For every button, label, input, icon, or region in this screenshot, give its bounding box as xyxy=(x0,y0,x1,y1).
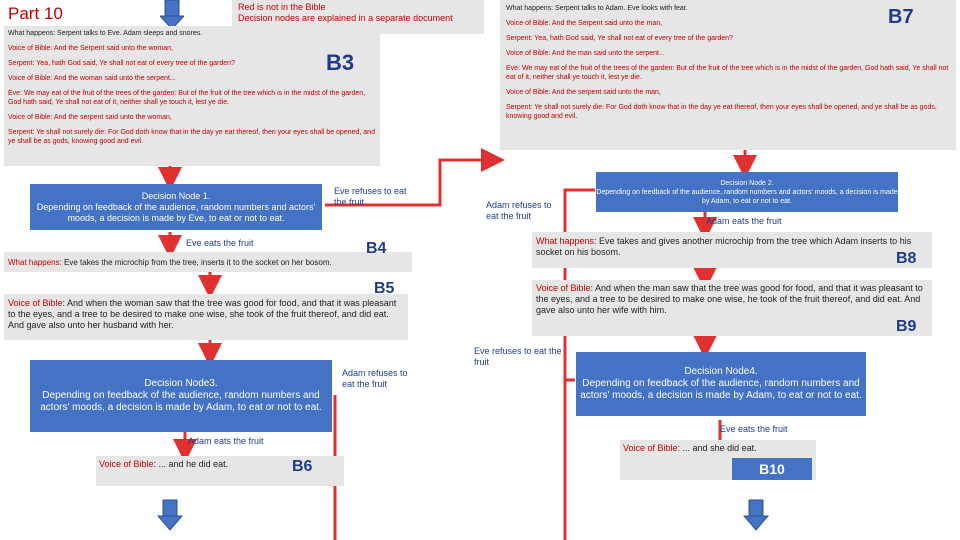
b6-label: Voice of Bible xyxy=(99,459,154,469)
panel-b5 xyxy=(4,294,408,340)
voice-line: Voice of Bible: And the Serpent said unto the man, xyxy=(506,20,663,27)
note-line1: Red is not in the Bible xyxy=(238,2,326,12)
decision-node-1 xyxy=(30,184,322,230)
b4-text: : Eve takes the microchip from the tree, inserts it to the socket on her bosom. xyxy=(59,258,332,267)
badge-b8: B8 xyxy=(896,250,917,267)
voice-line: Voice of Bible: And the man said unto the serpent... xyxy=(506,50,665,57)
node-body: Depending on feedback of the audience, random numbers and actors' moods, a decision is made by Adam, to eat or not to eat. xyxy=(40,390,322,413)
label-adam-eats-1: Adam eats the fruit xyxy=(706,216,782,226)
label-adam-refuses: Adam refuses to eat the fruit xyxy=(342,368,408,389)
voice-line: Voice of Bible: And the woman said unto the serpent... xyxy=(8,75,176,82)
serpent-line: Serpent: Ye shall not surely die: For God doth know that in the day ye eat thereof, then your eyes shall be opened, and ye shall be as gods, knowing good and evil. xyxy=(506,104,937,120)
decision-node-4 xyxy=(576,352,866,416)
b8-label: What happens xyxy=(536,236,595,246)
panel-b8 xyxy=(532,232,932,268)
label-eve-refuses: Eve refuses to eat the fruit xyxy=(334,186,407,207)
b4-label: What happens xyxy=(8,258,60,267)
exit-arrow-icon xyxy=(158,500,182,530)
decision-node-2 xyxy=(596,172,898,212)
b6-text: : ... and he did eat. xyxy=(153,459,229,469)
voice-line: Voice of Bible: And the Serpent said unto the woman, xyxy=(8,45,173,52)
label-adam-refuses-1: Adam refuses to eat the fruit xyxy=(486,200,552,221)
badge-b3: B3 xyxy=(326,50,355,75)
badge-b5: B5 xyxy=(374,280,395,297)
badge-b6: B6 xyxy=(292,458,313,475)
what-happens-text: What happens: Serpent talks to Eve. Adam sleeps and snores. xyxy=(8,30,203,37)
b8-text: : Eve takes and gives another microchip from the tree which Adam inserts to his socket on his bosom. xyxy=(536,236,912,257)
voice-line: Voice of Bible: And the serpent said unto the man, xyxy=(506,89,661,96)
b10-text: : ... and she did eat. xyxy=(677,443,757,453)
serpent-line: Serpent: Yea, hath God said, Ye shall not eat of every tree of the garden? xyxy=(8,60,235,67)
label-eve-eats: Eve eats the fruit xyxy=(186,238,254,248)
node-body: Depending on feedback of the audience, random numbers and actors' moods, a decision is made by Adam, to eat or not to eat. xyxy=(596,188,898,205)
exit-arrow-icon xyxy=(744,500,768,530)
voice-line: Voice of Bible: And the serpent said unto the woman, xyxy=(8,114,172,121)
serpent-line: Serpent: Ye shall not surely die: For God doth know that in the day ye eat thereof, then your eyes shall be opened, and ye shall be as gods, knowing good and evil. xyxy=(8,129,375,145)
decision-node-3 xyxy=(30,360,332,432)
panel-b4 xyxy=(4,252,412,272)
b10-label: Voice of Bible xyxy=(623,443,678,453)
badge-b9: B9 xyxy=(896,318,917,335)
label-eve-eats-2: Eve eats the fruit xyxy=(720,424,788,434)
what-happens-text: What happens: Serpent talks to Adam. Eve looks with fear. xyxy=(506,5,688,12)
panel-b9 xyxy=(532,280,932,336)
b5-text: : And when the woman saw that the tree was good for food, and that it was pleasant to the eyes, and a tree to be desired to make one wise, she took of the fruit thereof, and did eat. And gave also unto her husband with her. xyxy=(8,298,397,330)
eve-line: Eve: We may eat of the fruit of the trees of the garden: But of the fruit of the tree which is in the midst of the garden, God hath said, Ye shall not eat of it, neither shall ye touch it, lest ye die. xyxy=(8,90,366,106)
note-line2: Decision nodes are explained in a separate document xyxy=(238,13,453,23)
label-adam-eats: Adam eats the fruit xyxy=(188,436,264,446)
part-title: Part 10 xyxy=(8,4,63,23)
node-body: Depending on feedback of the audience, random numbers and actors' moods, a decision is made by Adam, to eat or not to eat. xyxy=(580,378,862,401)
label-eve-refuses-2: Eve refuses to eat the fruit xyxy=(474,346,562,367)
badge-b7: B7 xyxy=(888,6,914,28)
node-title: Decision Node 2. xyxy=(720,179,774,187)
b5-label: Voice of Bible xyxy=(8,298,63,308)
b9-text: : And when the man saw that the tree was good for food, and that it was pleasant to the eyes, and a tree to be desired to make one wise, he took of the fruit thereof, and did eat. And gave also unto her wife with him. xyxy=(536,283,923,315)
node-body: Depending on feedback of the audience, random numbers and actors' moods, a decision is made by Eve, to eat or not to eat. xyxy=(36,201,316,223)
node-title: Decision Node 1. xyxy=(141,190,211,201)
serpent-line: Serpent: Yea, hath God said, Ye shall not eat of every tree of the garden? xyxy=(506,35,733,42)
eve-line: Eve: We may eat of the fruit of the trees of the garden: But of the fruit of the tree which is in the midst of the garden, God hath said, Ye shall not eat of it, neither shall ye touch it, lest ye die. xyxy=(506,65,949,81)
badge-b10: B10 xyxy=(732,458,812,480)
node-title: Decision Node3. xyxy=(144,378,218,389)
b9-label: Voice of Bible xyxy=(536,283,591,293)
badge-b4: B4 xyxy=(366,240,387,257)
node-title: Decision Node4. xyxy=(684,366,758,377)
